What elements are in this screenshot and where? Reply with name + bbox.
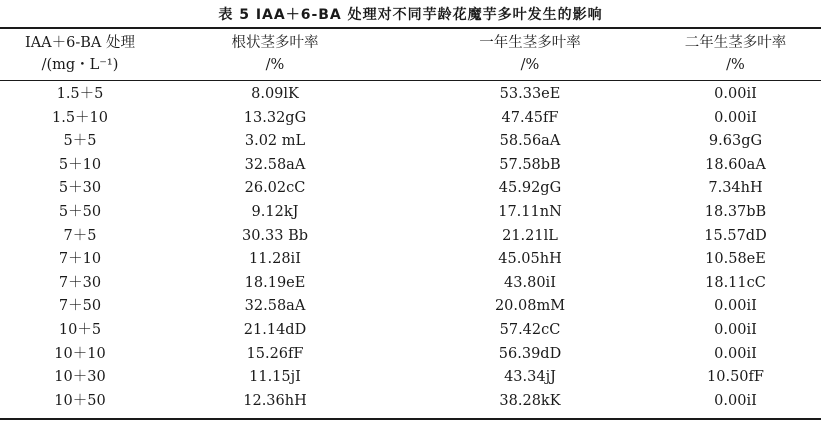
cell-rhizome-rate: 15.26fF bbox=[246, 345, 304, 362]
table-row bbox=[0, 295, 821, 319]
header-one-year-rate bbox=[420, 32, 640, 76]
cell-treatment: 5＋30 bbox=[58, 180, 102, 197]
table-body bbox=[0, 83, 821, 413]
table-row bbox=[0, 83, 821, 107]
cell-two-year-rate: 7.34hH bbox=[708, 180, 763, 197]
cell-two-year-rate: 10.50fF bbox=[707, 369, 764, 386]
cell-treatment: 7＋50 bbox=[58, 298, 102, 315]
header-two-year-rate-unit: /% bbox=[726, 57, 745, 73]
cell-one-year-rate: 38.28kK bbox=[499, 392, 561, 409]
cell-rhizome-rate: 32.58aA bbox=[244, 156, 306, 173]
table-bottom-rule bbox=[0, 418, 821, 420]
cell-treatment: 5＋5 bbox=[63, 133, 97, 150]
cell-one-year-rate: 45.05hH bbox=[498, 251, 562, 268]
cell-two-year-rate: 18.37bB bbox=[704, 203, 767, 220]
header-treatment bbox=[0, 32, 160, 76]
table-row bbox=[0, 366, 821, 390]
cell-two-year-rate: 0.00iI bbox=[714, 392, 757, 409]
cell-treatment: 7＋10 bbox=[58, 251, 102, 268]
cell-rhizome-rate: 30.33 Bb bbox=[241, 227, 309, 244]
cell-one-year-rate: 43.34jJ bbox=[504, 369, 556, 386]
cell-two-year-rate: 10.58eE bbox=[705, 251, 766, 268]
table-row bbox=[0, 201, 821, 225]
table-row bbox=[0, 107, 821, 131]
cell-two-year-rate: 0.00iI bbox=[714, 321, 757, 338]
header-one-year-rate-title: 一年生茎多叶率 bbox=[479, 35, 581, 51]
table-row bbox=[0, 343, 821, 367]
table-row bbox=[0, 390, 821, 414]
cell-rhizome-rate: 11.28iI bbox=[249, 251, 301, 268]
cell-rhizome-rate: 21.14dD bbox=[243, 321, 307, 338]
cell-one-year-rate: 57.58bB bbox=[499, 156, 561, 173]
header-rhizome-rate-title: 根状茎多叶率 bbox=[231, 35, 319, 51]
header-one-year-rate-unit: /% bbox=[520, 57, 540, 73]
header-rhizome-rate bbox=[190, 32, 360, 76]
cell-two-year-rate: 9.63gG bbox=[708, 133, 763, 150]
cell-one-year-rate: 56.39dD bbox=[498, 345, 562, 362]
cell-treatment: 10＋50 bbox=[54, 392, 106, 409]
cell-one-year-rate: 57.42cC bbox=[499, 321, 561, 338]
cell-rhizome-rate: 13.32gG bbox=[243, 109, 307, 126]
cell-one-year-rate: 20.08mM bbox=[494, 298, 566, 315]
header-treatment-title: IAA＋6-BA 处理 bbox=[24, 35, 136, 51]
cell-two-year-rate: 18.11cC bbox=[705, 274, 766, 291]
table-row bbox=[0, 177, 821, 201]
header-two-year-rate bbox=[650, 32, 821, 76]
table-caption: 表 5 IAA＋6-BA 处理对不同芋龄花魔芋多叶发生的影响 bbox=[218, 7, 603, 23]
table-row bbox=[0, 319, 821, 343]
cell-rhizome-rate: 8.09lK bbox=[251, 86, 299, 102]
header-two-year-rate-title: 二年生茎多叶率 bbox=[684, 35, 787, 51]
cell-treatment: 10＋10 bbox=[54, 345, 106, 362]
cell-treatment: 10＋5 bbox=[58, 321, 102, 338]
cell-two-year-rate: 0.00iI bbox=[714, 86, 757, 102]
cell-two-year-rate: 0.00iI bbox=[714, 298, 757, 315]
cell-treatment: 7＋5 bbox=[63, 227, 97, 244]
cell-one-year-rate: 45.92gG bbox=[498, 180, 562, 197]
cell-one-year-rate: 21.21lL bbox=[502, 227, 558, 244]
table-row bbox=[0, 154, 821, 178]
cell-rhizome-rate: 3.02 mL bbox=[244, 133, 306, 150]
cell-rhizome-rate: 18.19eE bbox=[244, 274, 306, 291]
cell-treatment: 1.5＋5 bbox=[56, 86, 104, 102]
cell-treatment: 1.5＋10 bbox=[51, 109, 108, 126]
cell-one-year-rate: 17.11nN bbox=[498, 203, 562, 220]
cell-treatment: 5＋10 bbox=[58, 156, 102, 173]
cell-rhizome-rate: 32.58aA bbox=[244, 298, 306, 315]
cell-rhizome-rate: 11.15jI bbox=[249, 369, 301, 386]
cell-one-year-rate: 53.33eE bbox=[499, 86, 561, 102]
header-rhizome-rate-unit: /% bbox=[265, 57, 285, 73]
table-row bbox=[0, 130, 821, 154]
table-header-rule bbox=[0, 80, 821, 81]
header-treatment-unit: /(mg・L⁻¹) bbox=[41, 57, 119, 73]
table-row bbox=[0, 272, 821, 296]
cell-two-year-rate: 18.60aA bbox=[705, 156, 766, 173]
cell-one-year-rate: 58.56aA bbox=[499, 133, 561, 150]
table-row bbox=[0, 248, 821, 272]
cell-treatment: 10＋30 bbox=[54, 369, 106, 386]
table-top-rule bbox=[0, 27, 821, 29]
table-header bbox=[0, 32, 821, 78]
cell-rhizome-rate: 9.12kJ bbox=[251, 203, 299, 220]
cell-rhizome-rate: 26.02cC bbox=[244, 180, 306, 197]
cell-two-year-rate: 0.00iI bbox=[714, 109, 757, 126]
table-row bbox=[0, 225, 821, 249]
cell-one-year-rate: 43.80iI bbox=[504, 274, 556, 291]
cell-rhizome-rate: 12.36hH bbox=[243, 392, 307, 409]
cell-one-year-rate: 47.45fF bbox=[501, 109, 559, 126]
cell-two-year-rate: 0.00iI bbox=[714, 345, 757, 362]
cell-treatment: 5＋50 bbox=[58, 203, 102, 220]
cell-two-year-rate: 15.57dD bbox=[704, 227, 767, 244]
cell-treatment: 7＋30 bbox=[58, 274, 102, 291]
